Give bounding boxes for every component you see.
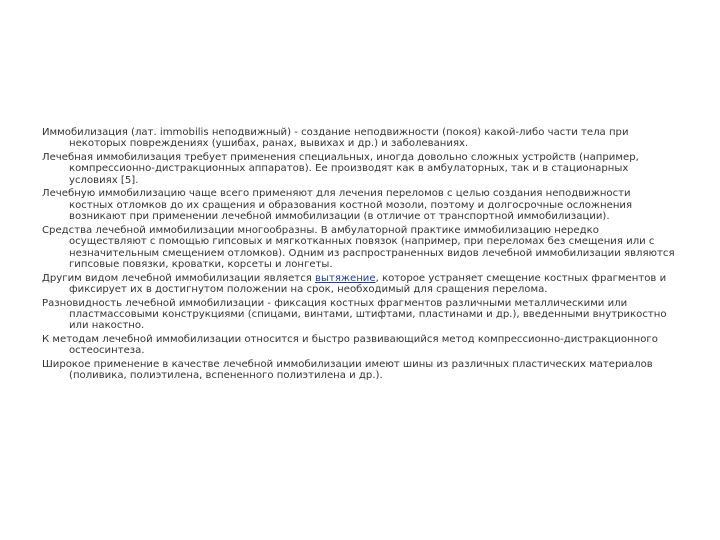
paragraph-splints: Широкое применение в качестве лечебной иммобилизации имеют шины из различных пластических материалов (поливика, полиэтилена, вспененного полиэтилена и др.). [42, 359, 653, 382]
traction-link[interactable]: вытяжение [315, 272, 376, 284]
paragraph-osteosynthesis: К методам лечебной иммобилизации относится и быстро развивающийся метод компрессионно-дистракционного остеосинтеза. [42, 334, 658, 357]
paragraph-traction [42, 273, 678, 296]
paragraph-traction-after: , которое устраняет смещение костных фрагментов и фиксирует их в достигнутом положении на срок, необходимый для сращения перелома. [69, 272, 667, 296]
paragraph-fixation: Разновидность лечебной иммобилизации - фиксация костных фрагментов различными металлическими или пластмассовыми конструкциями (спицами, винтами, штифтами, пластинами и др.), введенными внутрикостно или накостно. [42, 297, 667, 332]
paragraph-fracture-treatment: Лечебную иммобилизацию чаще всего применяют для лечения переломов с целью создания неподвижности костных отломков до их сращения и образования костной мозоли, поэтому и долгосрочные осложнения возникают при применении лечебной иммобилизации (в отличие от транспортной иммобилизации). [42, 188, 633, 223]
paragraph-medical-immobilization: Лечебная иммобилизация требует применения специальных, иногда довольно сложных устройств (например, компрессионно-дистракционных аппаратов). Ее производят как в амбулаторных, так и в стационарных условиях [5]. [42, 152, 639, 186]
paragraph-definition: Иммобилизация (лат. immobilis неподвижный) - создание неподвижности (покоя) какой-либо части тела при некоторых повреждениях (ушибах, ранах, вывихах и др.) и заболеваниях. [42, 127, 629, 150]
paragraph-traction-before: Другим видом лечебной иммобилизации является [42, 272, 316, 284]
paragraph-means: Средства лечебной иммобилизации многообразны. В амбулаторной практике иммобилизацию нередко осуществляют с помощью гипсовых и мягкотканных повязок (например, при переломах без смещения или с незначительным смещением отломков). Одним из распространенных видов лечебной иммобилизации являются гипсовые повязки, кроватки, корсеты и лонгеты. [42, 224, 675, 271]
slide-body-text [42, 127, 678, 384]
